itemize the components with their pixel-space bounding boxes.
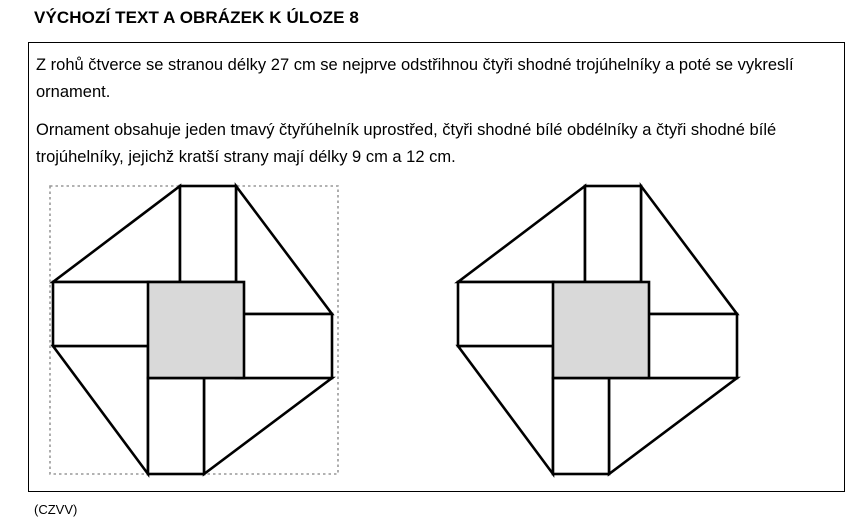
ornament-figure-with-square <box>40 182 340 478</box>
center-dark-square <box>148 282 244 378</box>
rectangle-right <box>641 314 737 378</box>
rectangle-bottom <box>553 378 609 474</box>
task-paragraph-1: Z rohů čtverce se stranou délky 27 cm se nejprve odstřihnou čtyři shodné trojúhelníky a poté se vykreslí ornament. <box>36 56 794 101</box>
triangle-bottom-left <box>458 346 553 474</box>
ornament-figure <box>445 182 745 478</box>
triangle-top-right <box>236 186 332 314</box>
rectangle-bottom <box>148 378 204 474</box>
rectangle-top <box>180 186 236 282</box>
center-dark-square <box>553 282 649 378</box>
rectangle-top <box>585 186 641 282</box>
task-paragraph-2: Ornament obsahuje jeden tmavý čtyřúhelník uprostřed, čtyři shodné bílé obdélníky a čtyři shodné bílé trojúhelníky, jejichž kratší strany mají délky 9 cm a 12 cm. <box>36 121 777 166</box>
task-heading: VÝCHOZÍ TEXT A OBRÁZEK K ÚLOZE 8 <box>34 8 359 27</box>
triangle-top-left <box>458 186 585 282</box>
rectangle-right <box>236 314 332 378</box>
triangle-bottom-right <box>204 378 332 474</box>
source-note: (CZVV) <box>34 502 78 517</box>
triangle-top-right <box>641 186 737 314</box>
rectangle-left <box>458 282 554 346</box>
triangle-bottom-right <box>609 378 737 474</box>
triangle-bottom-left <box>53 346 148 474</box>
triangle-top-left <box>53 186 180 282</box>
rectangle-left <box>53 282 149 346</box>
